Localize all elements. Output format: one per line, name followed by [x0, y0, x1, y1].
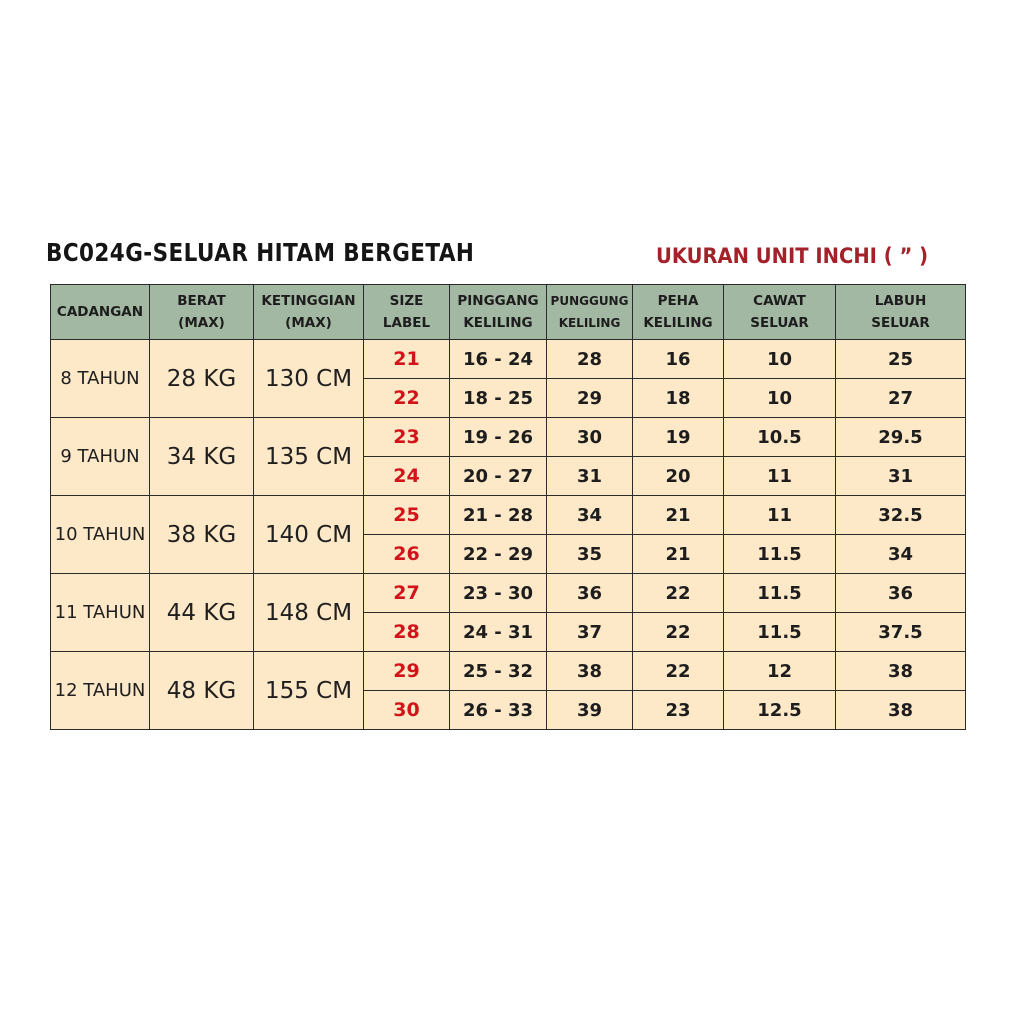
header-punggung [547, 285, 633, 340]
size-label-cell: 27 [364, 574, 450, 613]
header-sublabel: SELUAR [871, 315, 930, 331]
cawat-cell: 11.5 [724, 535, 836, 574]
table-row [51, 496, 966, 535]
size-label-cell: 30 [364, 691, 450, 730]
cadangan-cell: 8 TAHUN [51, 340, 150, 418]
punggung-cell: 28 [547, 340, 633, 379]
labuh-cell: 38 [836, 691, 966, 730]
header-label: CADANGAN [56, 304, 144, 320]
peha-cell: 22 [633, 613, 724, 652]
pinggang-cell: 21 - 28 [450, 496, 547, 535]
berat-cell: 38 KG [150, 496, 254, 574]
cadangan-cell: 12 TAHUN [51, 652, 150, 730]
labuh-cell: 31 [836, 457, 966, 496]
size-label-cell: 21 [364, 340, 450, 379]
labuh-cell: 36 [836, 574, 966, 613]
ketinggian-cell: 140 CM [254, 496, 364, 574]
cawat-cell: 11.5 [724, 574, 836, 613]
punggung-cell: 36 [547, 574, 633, 613]
header-cadangan [51, 285, 150, 340]
labuh-cell: 38 [836, 652, 966, 691]
header-label: BERAT [177, 293, 226, 309]
peha-cell: 16 [633, 340, 724, 379]
pinggang-cell: 25 - 32 [450, 652, 547, 691]
size-label-cell: 25 [364, 496, 450, 535]
labuh-cell: 25 [836, 340, 966, 379]
header-sublabel: (MAX) [285, 315, 332, 331]
punggung-cell: 31 [547, 457, 633, 496]
peha-cell: 22 [633, 652, 724, 691]
berat-cell: 34 KG [150, 418, 254, 496]
pinggang-cell: 23 - 30 [450, 574, 547, 613]
pinggang-cell: 19 - 26 [450, 418, 547, 457]
header-sublabel: SELUAR [750, 315, 809, 331]
berat-cell: 44 KG [150, 574, 254, 652]
size-label-cell: 24 [364, 457, 450, 496]
cawat-cell: 11 [724, 457, 836, 496]
pinggang-cell: 18 - 25 [450, 379, 547, 418]
peha-cell: 18 [633, 379, 724, 418]
pinggang-cell: 16 - 24 [450, 340, 547, 379]
cawat-cell: 10 [724, 379, 836, 418]
header-label: PEHA [657, 293, 699, 309]
size-chart-table [50, 284, 966, 730]
header-berat [150, 285, 254, 340]
cawat-cell: 12 [724, 652, 836, 691]
header-pinggang [450, 285, 547, 340]
header-peha [633, 285, 724, 340]
header-label: PUNGGUNG [550, 294, 629, 308]
ketinggian-cell: 135 CM [254, 418, 364, 496]
peha-cell: 19 [633, 418, 724, 457]
header-sublabel: KELILING [558, 316, 621, 330]
labuh-cell: 29.5 [836, 418, 966, 457]
punggung-cell: 37 [547, 613, 633, 652]
header-ketinggian [254, 285, 364, 340]
table-header [51, 285, 966, 340]
peha-cell: 20 [633, 457, 724, 496]
header-label: KETINGGIAN [261, 293, 356, 309]
pinggang-cell: 20 - 27 [450, 457, 547, 496]
pinggang-cell: 26 - 33 [450, 691, 547, 730]
page-title: BC024G-SELUAR HITAM BERGETAH [46, 238, 475, 267]
punggung-cell: 34 [547, 496, 633, 535]
pinggang-cell: 22 - 29 [450, 535, 547, 574]
table-row [51, 340, 966, 379]
header-sublabel: KELILING [463, 315, 533, 331]
labuh-cell: 34 [836, 535, 966, 574]
peha-cell: 23 [633, 691, 724, 730]
labuh-cell: 32.5 [836, 496, 966, 535]
ketinggian-cell: 130 CM [254, 340, 364, 418]
peha-cell: 21 [633, 535, 724, 574]
size-label-cell: 23 [364, 418, 450, 457]
cadangan-cell: 9 TAHUN [51, 418, 150, 496]
labuh-cell: 27 [836, 379, 966, 418]
punggung-cell: 30 [547, 418, 633, 457]
berat-cell: 28 KG [150, 340, 254, 418]
punggung-cell: 38 [547, 652, 633, 691]
peha-cell: 22 [633, 574, 724, 613]
header-label: PINGGANG [457, 293, 539, 309]
header-label: LABUH [874, 293, 927, 309]
punggung-cell: 39 [547, 691, 633, 730]
ketinggian-cell: 148 CM [254, 574, 364, 652]
berat-cell: 48 KG [150, 652, 254, 730]
size-label-cell: 22 [364, 379, 450, 418]
pinggang-cell: 24 - 31 [450, 613, 547, 652]
ketinggian-cell: 155 CM [254, 652, 364, 730]
header-size-label [364, 285, 450, 340]
size-label-cell: 26 [364, 535, 450, 574]
table-row [51, 574, 966, 613]
labuh-cell: 37.5 [836, 613, 966, 652]
header-cawat [724, 285, 836, 340]
cawat-cell: 11 [724, 496, 836, 535]
header-sublabel: LABEL [382, 315, 431, 331]
cawat-cell: 11.5 [724, 613, 836, 652]
header-label: CAWAT [753, 293, 806, 309]
cadangan-cell: 11 TAHUN [51, 574, 150, 652]
size-label-cell: 29 [364, 652, 450, 691]
header-sublabel: KELILING [643, 315, 713, 331]
cawat-cell: 12.5 [724, 691, 836, 730]
size-label-cell: 28 [364, 613, 450, 652]
table-body [51, 340, 966, 730]
cadangan-cell: 10 TAHUN [51, 496, 150, 574]
punggung-cell: 29 [547, 379, 633, 418]
cawat-cell: 10 [724, 340, 836, 379]
punggung-cell: 35 [547, 535, 633, 574]
header-labuh [836, 285, 966, 340]
cawat-cell: 10.5 [724, 418, 836, 457]
header-sublabel: (MAX) [178, 315, 225, 331]
peha-cell: 21 [633, 496, 724, 535]
header-label: SIZE [389, 293, 424, 309]
unit-note: UKURAN UNIT INCHI ( ” ) [656, 244, 929, 268]
table-row [51, 652, 966, 691]
table-row [51, 418, 966, 457]
